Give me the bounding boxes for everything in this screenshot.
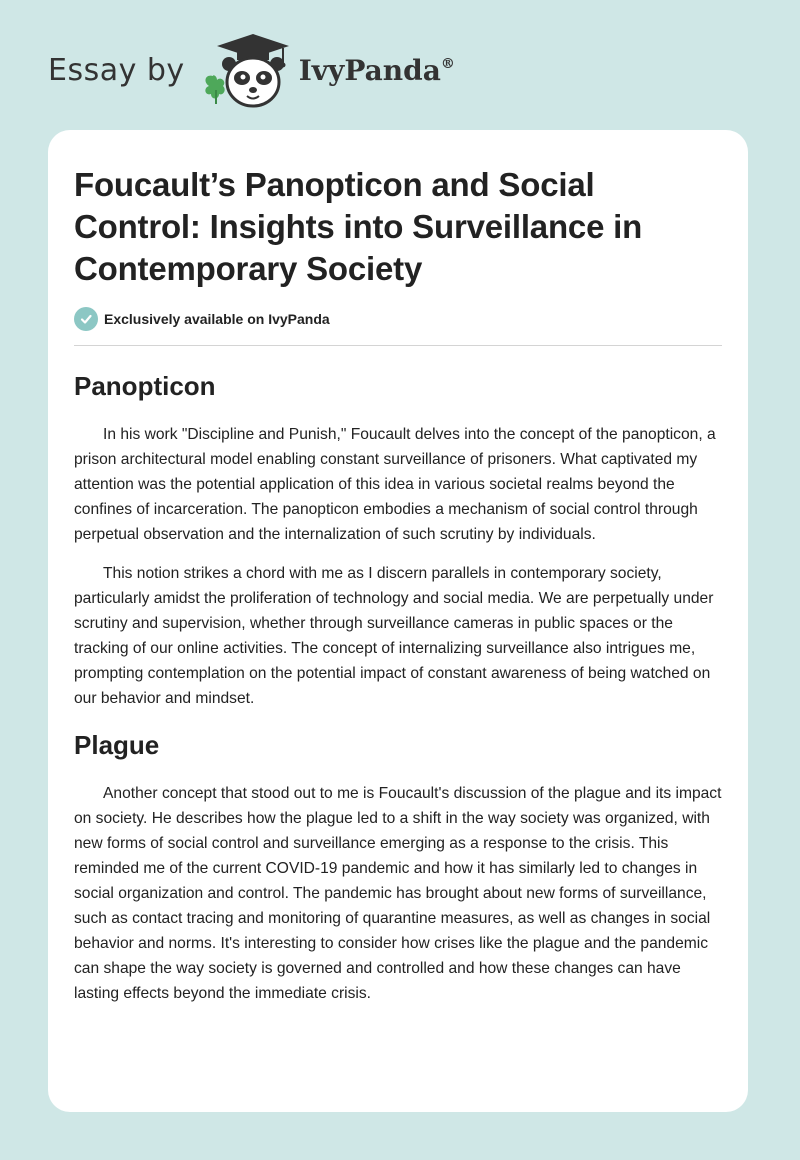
- panda-logo-icon[interactable]: [199, 30, 293, 110]
- exclusive-badge-label: Exclusively available on IvyPanda: [104, 311, 330, 327]
- title-divider: [74, 345, 722, 346]
- essay-title: Foucault’s Panopticon and Social Control: Insights into Surveillance in Contemporary Society: [74, 166, 643, 287]
- ivy-leaf-icon: [205, 75, 224, 104]
- paragraph: In his work "Discipline and Punish," Foucault delves into the concept of the panopticon, a prison architectural model enabling constant surveillance of prisoners. What captivated my attention was the potential application of this idea in various societal realms beyond the confines of incarceration. The panopticon embodies a mechanism of social control through perpetual observation and the internalization of such scrutiny by individuals.: [74, 426, 716, 543]
- exclusive-badge: [74, 306, 722, 332]
- paragraph: Another concept that stood out to me is Foucault's discussion of the plague and its impact on society. He describes how the plague led to a shift in the way society was organized, with new forms of social control and surveillance emerging as a response to the crisis. This reminded me of the current COVID-19 pandemic and how it has similarly led to changes in social organization and control. The pandemic has brought about new forms of surveillance, such as contact tracing and monitoring of quarantine measures, as well as changes in social behavior and norms. It's interesting to consider how crises like the plague and the pandemic can shape the way society is governed and controlled and how these changes can have lasting effects beyond the immediate crisis.: [74, 785, 722, 1002]
- registered-mark: ®: [440, 55, 455, 72]
- checkmark-circle-icon: [74, 307, 98, 331]
- panda-face-icon: [222, 57, 284, 106]
- essay-by-label: Essay by: [48, 52, 185, 88]
- paragraph: This notion strikes a chord with me as I discern parallels in contemporary society, particularly amidst the proliferation of technology and social media. We are perpetually under scrutiny and supervision, whether through surveillance cameras in public spaces or the tracking of our online activities. The concept of internalizing surveillance also intrigues me, prompting contemplation on the potential impact of constant awareness of being watched on our behavior and mindset.: [74, 565, 714, 707]
- brand-name[interactable]: IvyPanda®: [298, 53, 455, 87]
- section-heading-plague: Plague: [74, 730, 160, 760]
- essay-card: [48, 130, 748, 1112]
- site-header: [48, 30, 455, 110]
- section-heading-panopticon: Panopticon: [74, 371, 216, 401]
